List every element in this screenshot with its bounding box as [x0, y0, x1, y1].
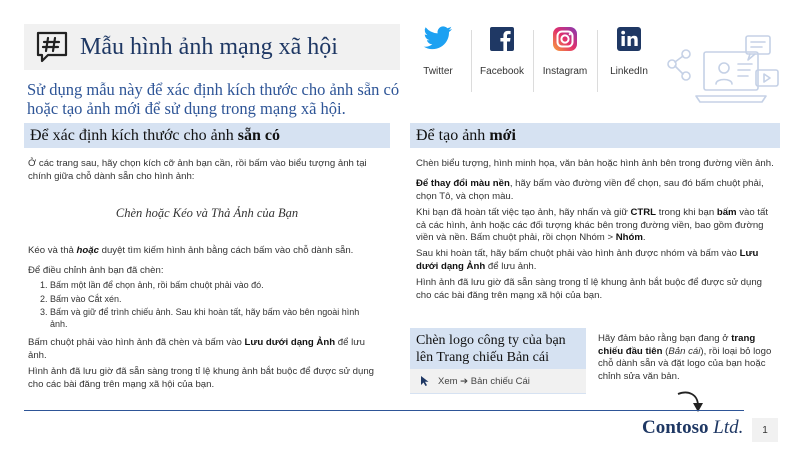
curved-arrow-icon [676, 388, 710, 416]
page-subtitle: Sử dụng mẫu này để xác định kích thước cho ảnh sẵn có hoặc tạo ảnh mới để sử dụng trong mạng xã hội. [27, 80, 400, 118]
title-bar [24, 24, 400, 70]
social-label: Twitter [423, 66, 453, 77]
social-label: LinkedIn [610, 66, 648, 77]
social-label: Facebook [480, 66, 524, 77]
left-intro-text: Ở các trang sau, hãy chọn kích cỡ ảnh bạn cần, rồi bấm vào biểu tượng ảnh tại chính giữa chỗ dành sẵn cho hình ảnh: [28, 158, 367, 182]
right-background-text: Để thay đổi màu nền, hãy bấm vào đường viền để chọn, sau đó bấm chuột phải, chọn Tô, và chọn màu. [416, 178, 764, 202]
adjust-steps-list [50, 280, 370, 332]
facebook-icon [487, 24, 517, 54]
right-ready-text: Hình ảnh đã lưu giờ đã sẵn sàng trong tỉ lệ khung ảnh bắt buộc để được sử dụng cho các bài đăng trên mạng xã hội của bạn. [416, 277, 763, 301]
insert-image-hint: Chèn hoặc Kéo và Thả Ảnh của Bạn [115, 206, 299, 220]
left-save-text: Bấm chuột phải vào hình ảnh đã chèn và bấm vào Lưu dưới dạng Ảnh để lưu ảnh. [28, 337, 365, 361]
left-section-heading: Để xác định kích thước cho ảnh sẵn có [24, 123, 390, 148]
social-label: Instagram [542, 66, 588, 77]
right-group-text: Khi bạn đã hoàn tất việc tạo ảnh, hãy nhấn và giữ CTRL trong khi bạn bấm vào tất cả các hình, ảnh hoặc các đối tượng khác bên trong đường viền, bao gồm đường viền và nền. Bấm chuột phải, rồi chọn Nhóm > Nhóm. [416, 207, 769, 243]
logo-box-title: Chèn logo công ty của bạn lên Trang chiếu Bản cái [416, 333, 566, 365]
linkedin-icon [614, 24, 644, 54]
social-facebook [467, 24, 537, 77]
logo-note-text: Hãy đảm bảo rằng bạn đang ở trang chiếu đầu tiên (Bản cái), rồi loại bỏ logo chỗ dành sẵn và đặt logo của bạn hoặc chỉnh sửa văn bản. [598, 333, 772, 382]
right-section-heading: Để tạo ảnh mới [410, 123, 780, 148]
social-instagram [530, 24, 600, 77]
twitter-icon [422, 24, 454, 54]
list-item: 1. Bấm một lần để chọn ảnh, rồi bấm chuột phải vào đó. [50, 280, 370, 292]
social-linkedin [594, 24, 664, 77]
instagram-icon [550, 24, 580, 54]
brand-logo: Contoso Ltd. [642, 417, 744, 438]
hashtag-icon [34, 29, 70, 65]
page-title: Mẫu hình ảnh mạng xã hội [80, 33, 338, 60]
left-drag-text: Kéo và thả hoặc duyệt tìm kiếm hình ảnh bằng cách bấm vào chỗ dành sẵn. [28, 245, 354, 256]
left-adjust-text: Để điều chỉnh ảnh bạn đã chèn: [28, 265, 164, 276]
list-item: 2. Bấm vào Cắt xén. [50, 294, 370, 306]
right-save-text: Sau khi hoàn tất, hãy bấm chuột phải vào hình ảnh được nhóm và bấm vào Lưu dưới dạng Ảnh để lưu ảnh. [416, 248, 759, 272]
social-twitter [403, 24, 473, 77]
slide-master-link-label: Xem ➔ Bản chiếu Cái [438, 375, 530, 387]
slide-master-link[interactable] [410, 369, 586, 393]
list-item: 3. Bấm và giữ để trình chiếu ảnh. Sau khi hoàn tất, hãy bấm vào bên ngoài hình ảnh. [50, 307, 370, 330]
left-ready-text: Hình ảnh đã lưu giờ đã sẵn sàng trong tỉ lệ khung ảnh bắt buộc để được sử dụng cho các bài đăng trên mạng xã hội của bạn. [28, 366, 375, 390]
right-intro-text: Chèn biểu tượng, hình minh họa, văn bản hoặc hình ảnh bên trong đường viền ảnh. [416, 158, 774, 169]
page-number: 1 [752, 418, 778, 442]
cursor-icon [420, 375, 432, 387]
laptop-illustration-icon [664, 34, 782, 116]
